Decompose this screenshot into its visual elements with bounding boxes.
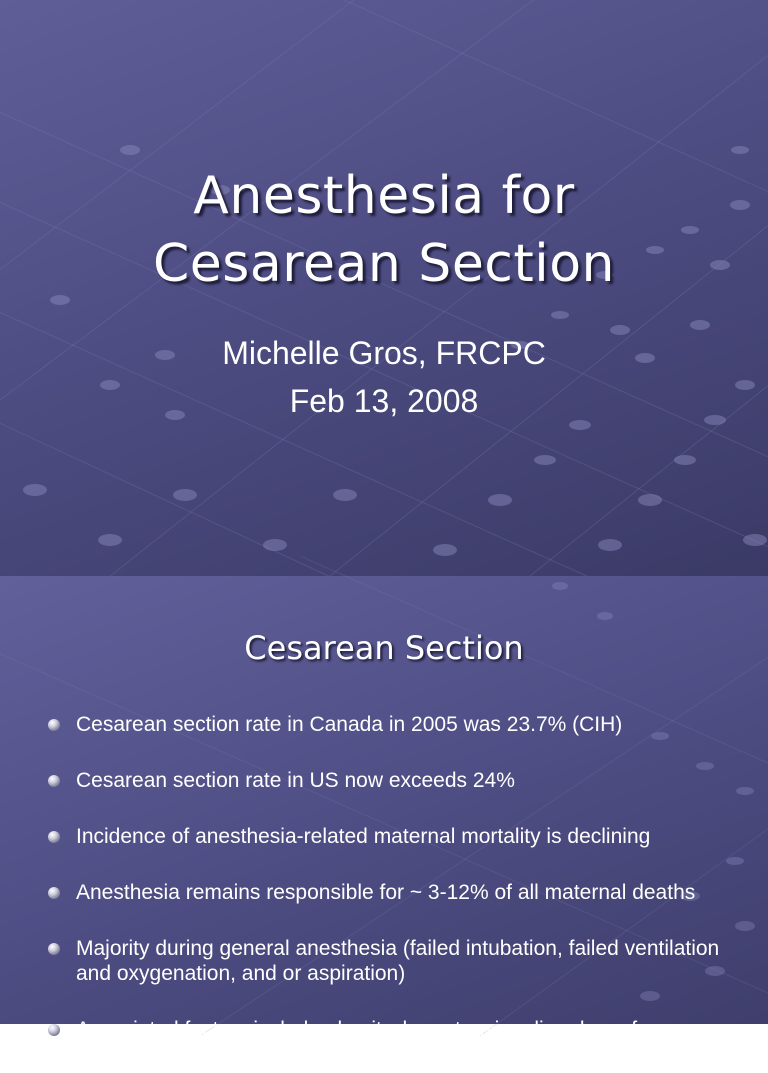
bullet-text: Associated factors include obesity, hypertensive disorders of bbox=[76, 1018, 638, 1041]
content-slide bbox=[0, 576, 768, 1041]
slide-title-line-2: Cesarean Section bbox=[152, 234, 616, 294]
bullet-text: Incidence of anesthesia-related maternal mortality is declining bbox=[76, 825, 651, 848]
bullet-text: Majority during general anesthesia (failed intubation, failed ventilation and oxygenation, and or aspiration) bbox=[76, 937, 720, 985]
slide-heading: Cesarean Section bbox=[244, 629, 524, 667]
sphere-bullet-icon bbox=[48, 831, 60, 843]
presenter-name: Michelle Gros, FRCPC bbox=[222, 335, 546, 371]
list-item bbox=[44, 824, 744, 849]
slide-title-line-1: Anesthesia for bbox=[193, 166, 575, 226]
presentation-date: Feb 13, 2008 bbox=[289, 383, 479, 419]
bullet-text: Cesarean section rate in Canada in 2005 was 23.7% (CIH) bbox=[76, 713, 623, 736]
list-item bbox=[44, 936, 744, 986]
bullet-text: Anesthesia remains responsible for ~ 3-12% of all maternal deaths bbox=[76, 881, 696, 904]
list-item bbox=[44, 768, 744, 793]
list-item bbox=[44, 880, 744, 905]
list-item bbox=[44, 712, 744, 737]
sphere-bullet-icon bbox=[48, 775, 60, 787]
sphere-bullet-icon bbox=[48, 1024, 60, 1036]
sphere-bullet-icon bbox=[48, 887, 60, 899]
sphere-bullet-icon bbox=[48, 719, 60, 731]
sphere-bullet-icon bbox=[48, 943, 60, 955]
list-item bbox=[44, 1017, 744, 1042]
bullet-text: Cesarean section rate in US now exceeds 24% bbox=[76, 769, 515, 792]
bullet-list bbox=[44, 712, 744, 1073]
